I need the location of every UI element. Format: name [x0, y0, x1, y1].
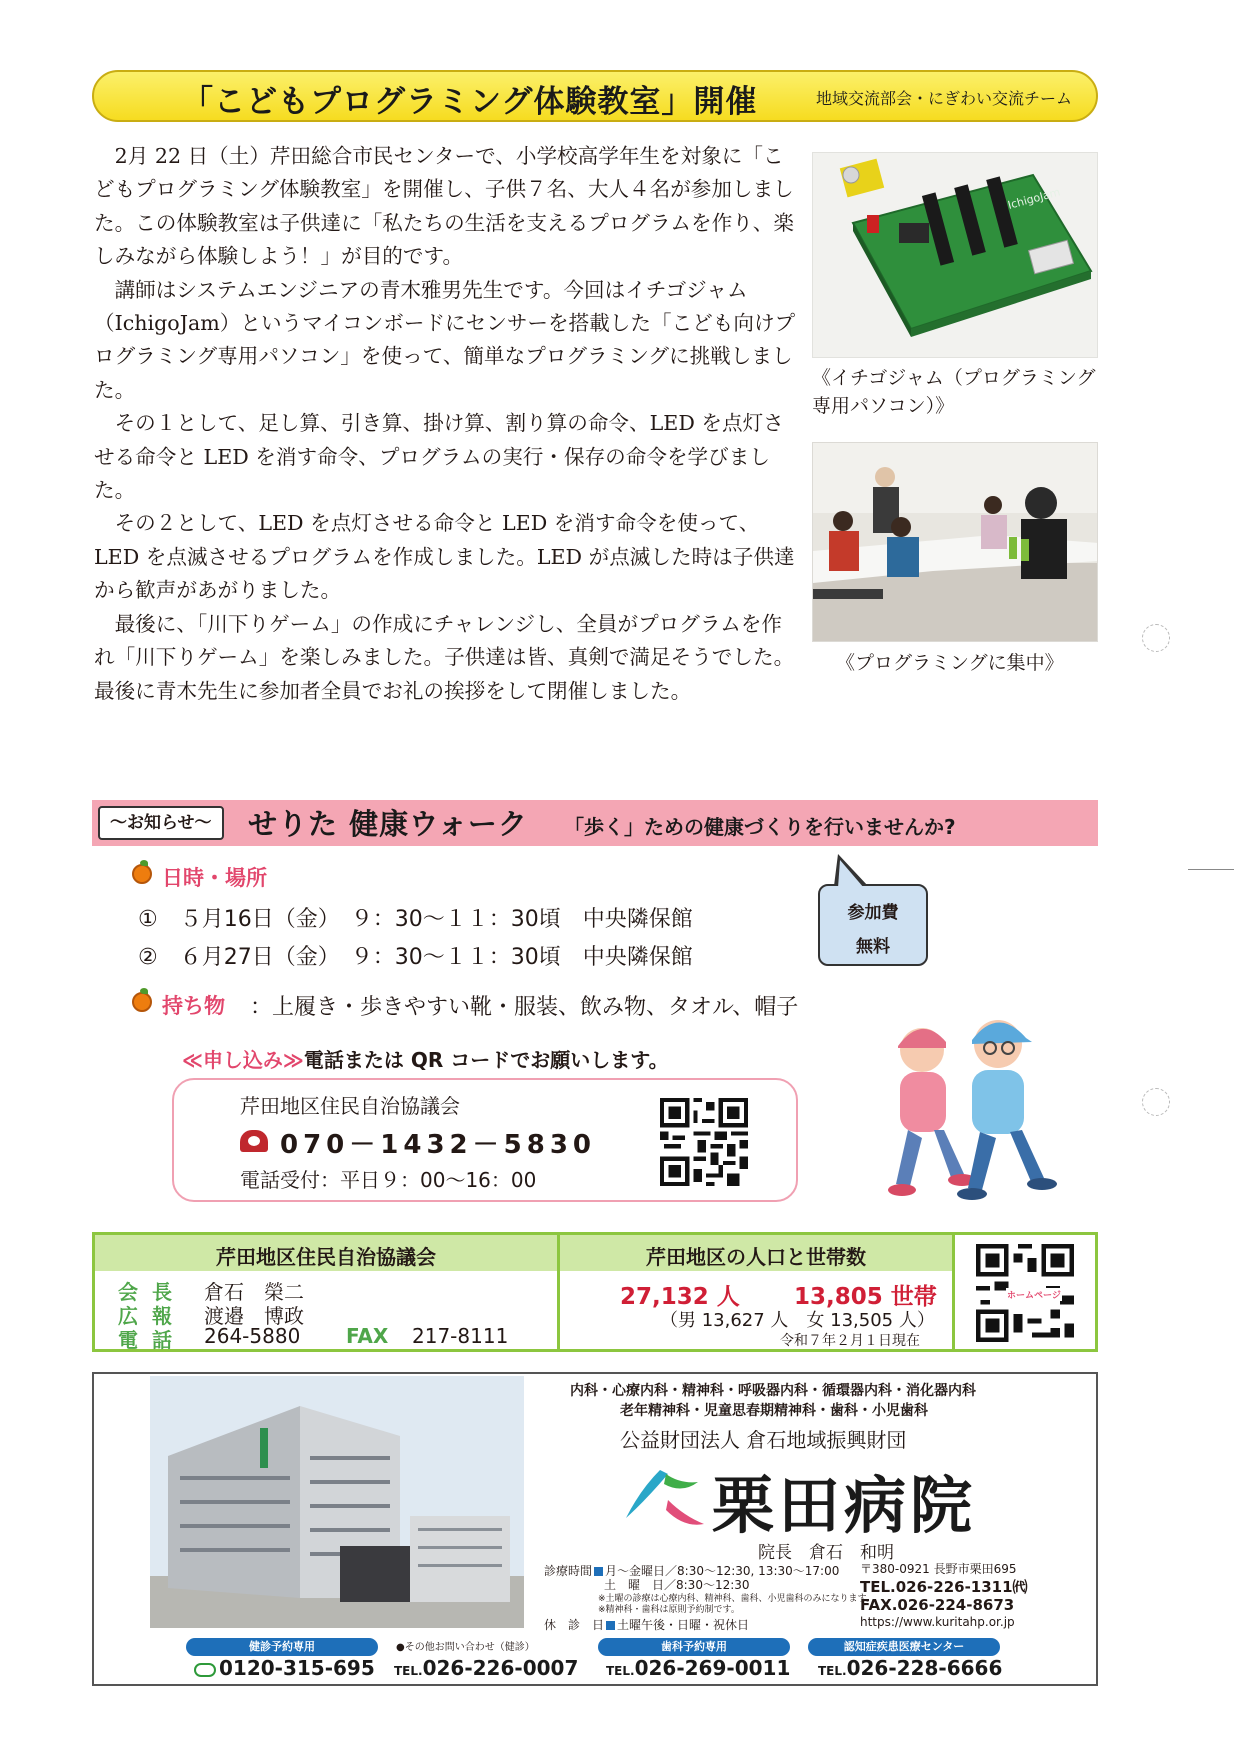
tel-prefix: TEL.: [394, 1664, 423, 1678]
dental-phone[interactable]: [606, 1656, 790, 1680]
dementia-center-number: 026-228-6666: [846, 1656, 1003, 1680]
tel-prefix: TEL.: [606, 1664, 635, 1678]
other-inquiries-label: ●その他お問い合わせ（健診）: [396, 1642, 535, 1653]
schedule-item: ① ５月16日（金） ９：30～１１：30頃 中央隣保館: [138, 907, 693, 932]
orange-fruit-icon: [132, 992, 152, 1012]
binding-hole-mark: [1142, 1088, 1170, 1116]
fax-label: FAX: [346, 1324, 389, 1348]
hospital-building-photo: [150, 1376, 524, 1628]
binding-hole-mark: [1142, 624, 1170, 652]
checkup-freedial[interactable]: [194, 1656, 375, 1680]
hours-note: ※精神科・歯科は原則予約制です。: [598, 1605, 740, 1615]
hours-saturday: 土 曜 日／8:30～12:30: [604, 1578, 750, 1592]
council-fax: 217-8111: [412, 1324, 509, 1348]
hospital-fax: FAX.026-224-8673: [860, 1596, 1015, 1614]
walk-event-subtitle: 「歩く」ための健康づくりを行いませんか?: [564, 815, 956, 839]
closed-days: [544, 1616, 749, 1633]
fee-value: 無料: [856, 937, 890, 957]
square-bullet-icon: [606, 1621, 615, 1630]
population-count: 27,132 人: [620, 1284, 740, 1310]
dementia-center-label: 認知症疾患医療センター: [808, 1638, 1000, 1656]
telephone-icon: [240, 1130, 268, 1152]
hospital-logo-icon: [620, 1460, 708, 1540]
hospital-foundation: 公益財団法人 倉石地域振興財団: [620, 1428, 907, 1452]
apply-label: ≪申し込み≫: [182, 1048, 304, 1072]
phone-label: 電話: [118, 1328, 186, 1352]
classroom-photo: [812, 442, 1098, 642]
hospital-website-link[interactable]: https://www.kuritahp.or.jp: [860, 1615, 1015, 1629]
other-inquiries-phone[interactable]: [394, 1656, 578, 1680]
schedule-item: ② ６月27日（金） ９：30～１１：30頃 中央隣保館: [138, 945, 693, 970]
fee-label: 参加費: [847, 903, 899, 923]
closed-days-value: 土曜午後・日曜・祝休日: [617, 1618, 750, 1632]
contact-organization: 芹田地区住民自治協議会: [240, 1094, 460, 1118]
orange-fruit-icon: [132, 864, 152, 884]
notice-tag: ～お知らせ～: [98, 806, 224, 840]
household-count: 13,805 世帯: [794, 1284, 937, 1310]
belongings-label: 持ち物: [162, 994, 225, 1018]
council-phone[interactable]: 264-5880: [204, 1324, 301, 1348]
event-paragraph: 最後に、「川下りゲーム」の作成にチャレンジし、全員がプログラムを作れ「川下りゲーム」を楽しみました。子供達は皆、真剣で満足そうでした。最後に青木先生に参加者全員でお礼の挨拶をして閉催しました。: [94, 611, 795, 703]
dental-number: 026-269-0011: [634, 1656, 791, 1680]
event-paragraph: 2月 22 日（土）芹田総合市民センターで、小学校高学年生を対象に「こどもプログラミング体験教室」を開催し、子供７名、大人４名が参加しました。この体験教室は子供達に「私たちの生活を支えるプログラムを作り、楽しみながら体験しよう！」が目的です。: [94, 144, 794, 269]
event-paragraph: その１として、足し算、引き算、掛け算、割り算の命令、LED を点灯させる命令と LED を消す命令、プログラムの実行・保存の命令を学びました。: [94, 411, 784, 503]
event-paragraph: その２として、LED を点灯させる命令と LED を消す命令を使って、LED を点滅させるプログラムを作成しました。LED が点滅した時は子供達から歓声があがりました。: [94, 511, 795, 603]
dental-reservation-label: 歯科予約専用: [598, 1638, 790, 1656]
closed-label: 休 診 日: [544, 1618, 605, 1632]
hospital-director: 院長 倉石 和明: [758, 1543, 894, 1563]
hours-note: ※土曜の診療は心療内科、精神科、歯科、小児歯科のみになります。: [598, 1594, 875, 1604]
hours-label: 診療時間: [544, 1564, 593, 1578]
ichigojam-board-photo: [812, 152, 1098, 358]
application-qr-code[interactable]: [660, 1098, 748, 1186]
hospital-name: 栗田病院: [712, 1469, 977, 1542]
contact-hours: 電話受付：平日９：00～16：00: [240, 1168, 537, 1192]
dementia-center-phone[interactable]: [818, 1656, 1002, 1680]
population-breakdown: （男 13,627 人 女 13,505 人）: [660, 1310, 935, 1331]
contact-phone-number[interactable]: 070－1432－5830: [280, 1130, 596, 1160]
column-divider: [952, 1235, 955, 1349]
officer-label: 会長: [118, 1280, 186, 1304]
fold-mark: [1188, 869, 1234, 870]
officer-name: 渡邉 博政: [204, 1304, 304, 1328]
freedial-icon: [194, 1663, 216, 1677]
population-header: 芹田地区の人口と世帯数: [646, 1245, 866, 1269]
homepage-qr-label: ホームページ: [1006, 1288, 1062, 1301]
hospital-departments: 内科・心療内科・精神科・呼吸器内科・循環器内科・消化器内科: [570, 1383, 976, 1399]
photo2-caption: 《プログラミングに集中》: [836, 652, 1064, 674]
speech-bubble-tail-fill: [838, 860, 864, 888]
event-report-body: [94, 140, 798, 708]
hospital-address: 〒380-0921 長野市栗田695: [860, 1562, 1017, 1576]
event-organizer: 地域交流部会・にぎわい交流チーム: [816, 89, 1073, 108]
officer-name: 倉石 榮二: [204, 1280, 304, 1304]
checkup-reservation-label: 健診予約専用: [186, 1638, 378, 1656]
officer-label: 広報: [118, 1304, 186, 1328]
square-bullet-icon: [594, 1567, 603, 1576]
hours-weekday: 月～金曜日／8:30～12:30, 13:30～17:00: [605, 1564, 840, 1578]
checkup-number: 0120-315-695: [219, 1656, 375, 1680]
walk-event-title: せりた 健康ウォーク: [248, 807, 528, 841]
event-paragraph: 講師はシステムエンジニアの青木雅男先生です。今回はイチゴジャム（IchigoJam）というマイコンボードにセンサーを搭載した「こども向けプログラミング専用パソコン」を使って、簡単なプログラミングに挑戦しました。: [94, 277, 796, 402]
walking-couple-illustration: [860, 1008, 1080, 1208]
belongings-list: ：上履き・歩きやすい靴・服装、飲み物、タオル、帽子: [250, 995, 799, 1020]
other-inquiries-number: 026-226-0007: [422, 1656, 579, 1680]
datetime-label: 日時・場所: [162, 866, 267, 890]
apply-text: 電話または QR コードでお願いします。: [303, 1048, 669, 1072]
hospital-departments: 老年精神科・児童思春期精神科・歯科・小児歯科: [620, 1403, 928, 1419]
application-instructions: [182, 1044, 669, 1073]
event-title: 「こどもプログラミング体験教室」開催: [182, 84, 758, 120]
tel-prefix: TEL.: [818, 1664, 847, 1678]
photo1-caption: 《イチゴジャム（プログラミング専用パソコン）》: [812, 367, 1096, 417]
hospital-phone[interactable]: TEL.026-226-1311㈹: [860, 1578, 1028, 1596]
population-as-of-date: 令和７年２月１日現在: [780, 1333, 920, 1349]
council-header: 芹田地区住民自治協議会: [216, 1245, 436, 1269]
board-label: IchigoJam: [1006, 185, 1062, 212]
